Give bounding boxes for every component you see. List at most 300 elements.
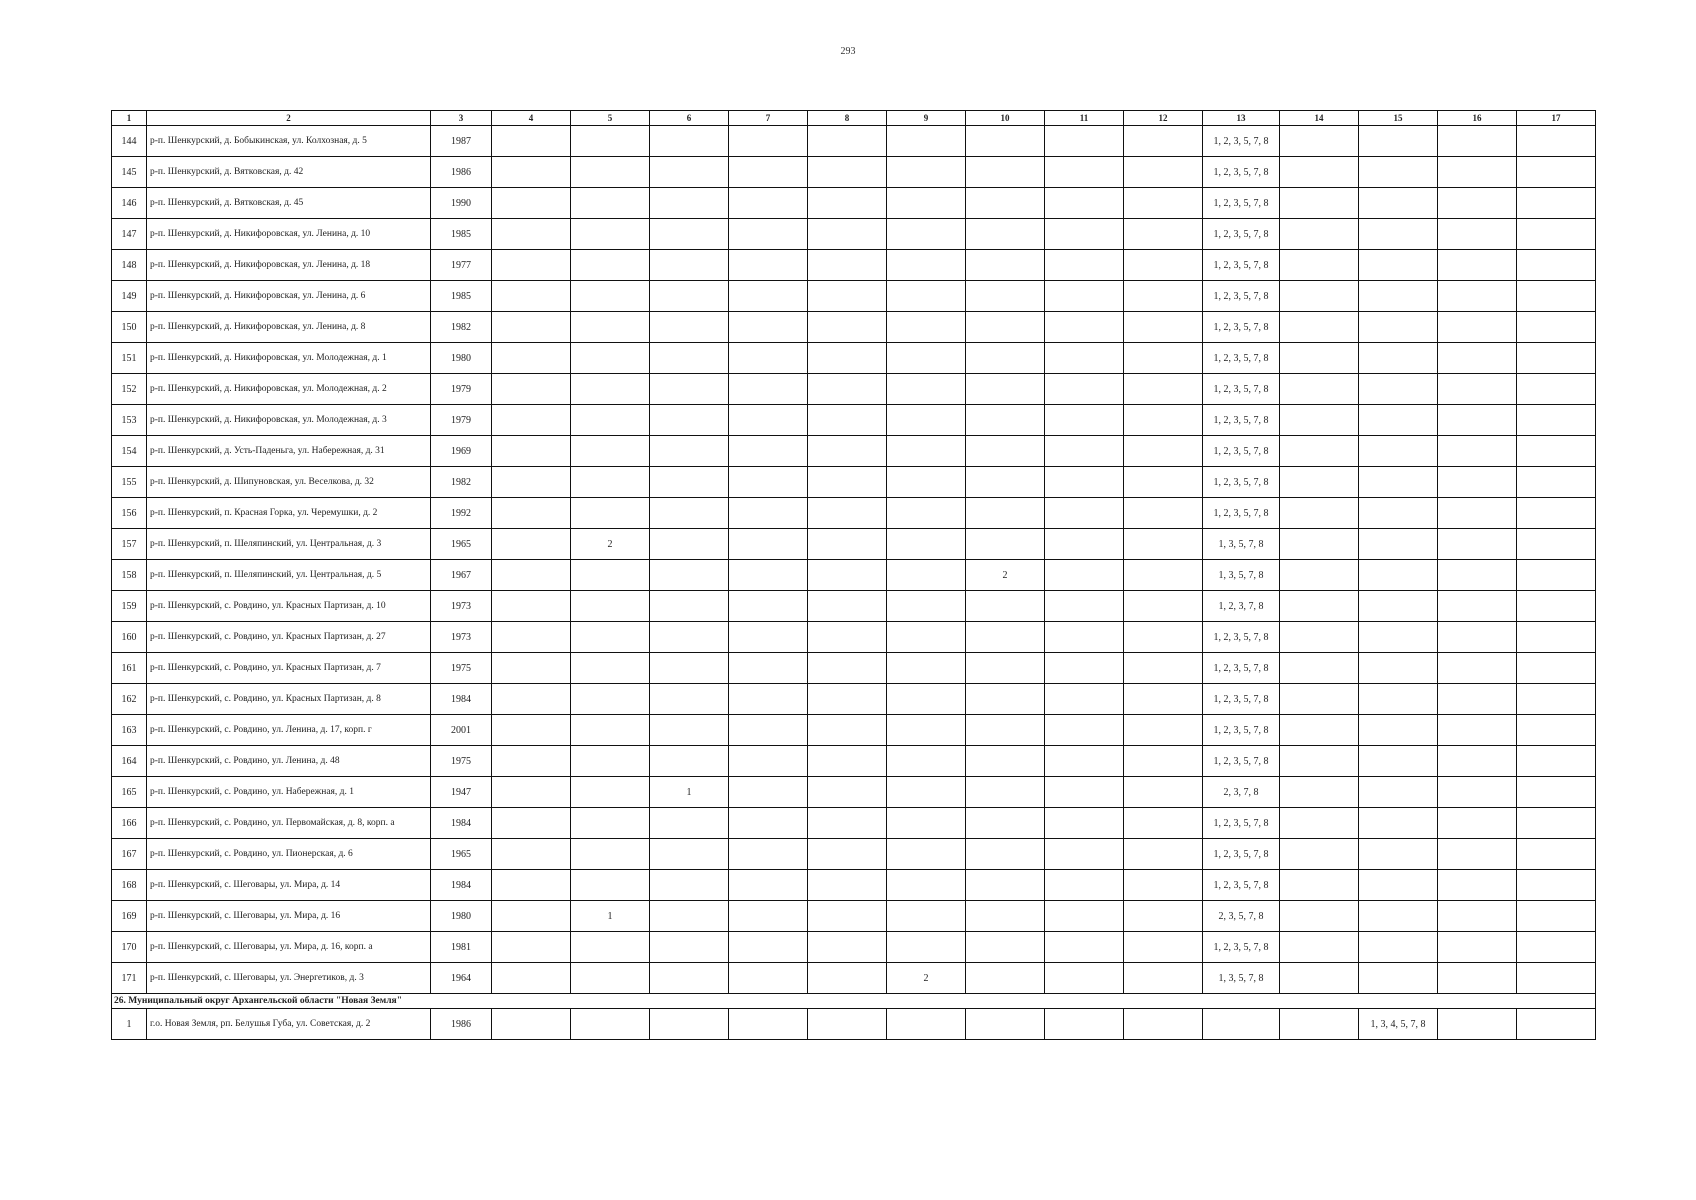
row-number-cell: 146 — [112, 188, 147, 219]
table-cell — [729, 219, 808, 250]
table-cell — [650, 529, 729, 560]
table-cell — [492, 653, 571, 684]
table-cell — [1124, 157, 1203, 188]
table-cell — [1280, 126, 1359, 157]
table-cell — [1438, 188, 1517, 219]
table-cell — [1045, 746, 1124, 777]
table-cell — [1438, 405, 1517, 436]
table-cell — [492, 684, 571, 715]
table-cell — [571, 839, 650, 870]
table-cell: 1, 3, 5, 7, 8 — [1203, 529, 1280, 560]
table-row — [112, 560, 1596, 591]
table-cell — [1124, 126, 1203, 157]
table-cell: 1, 2, 3, 5, 7, 8 — [1203, 374, 1280, 405]
row-number-cell: 155 — [112, 467, 147, 498]
table-cell — [1124, 932, 1203, 963]
table-cell — [1045, 405, 1124, 436]
column-header: 11 — [1045, 111, 1124, 126]
table-cell — [1438, 498, 1517, 529]
table-cell — [1359, 219, 1438, 250]
table-cell — [966, 963, 1045, 994]
table-cell — [1280, 870, 1359, 901]
table-cell — [1045, 157, 1124, 188]
table-cell — [887, 312, 966, 343]
table-cell — [1124, 343, 1203, 374]
year-cell: 1984 — [431, 870, 492, 901]
table-cell — [1517, 529, 1596, 560]
table-cell — [808, 312, 887, 343]
year-cell: 1967 — [431, 560, 492, 591]
table-cell — [1359, 374, 1438, 405]
year-cell: 1965 — [431, 839, 492, 870]
table-cell — [729, 529, 808, 560]
table-cell — [1124, 281, 1203, 312]
table-cell — [650, 281, 729, 312]
row-number-cell: 1 — [112, 1009, 147, 1040]
table-cell — [966, 839, 1045, 870]
table-cell — [1438, 622, 1517, 653]
table-cell: 1, 2, 3, 5, 7, 8 — [1203, 405, 1280, 436]
table-cell — [966, 684, 1045, 715]
year-cell: 1987 — [431, 126, 492, 157]
table-cell — [571, 436, 650, 467]
address-cell: р-п. Шенкурский, с. Ровдино, ул. Пионерская, д. 6 — [147, 839, 431, 870]
table-cell — [1359, 932, 1438, 963]
table-cell — [1438, 870, 1517, 901]
year-cell: 1975 — [431, 653, 492, 684]
row-number-cell: 165 — [112, 777, 147, 808]
table-cell: 2 — [571, 529, 650, 560]
table-header-row — [112, 111, 1596, 126]
table-cell — [1045, 126, 1124, 157]
table-cell — [1359, 591, 1438, 622]
address-cell: р-п. Шенкурский, д. Никифоровская, ул. Ленина, д. 6 — [147, 281, 431, 312]
table-cell — [1280, 684, 1359, 715]
table-cell — [492, 715, 571, 746]
table-cell: 1, 3, 5, 7, 8 — [1203, 560, 1280, 591]
table-row — [112, 436, 1596, 467]
table-cell — [729, 281, 808, 312]
table-row — [112, 312, 1596, 343]
table-cell: 1, 2, 3, 5, 7, 8 — [1203, 684, 1280, 715]
table-cell: 1, 2, 3, 5, 7, 8 — [1203, 746, 1280, 777]
table-cell — [1438, 250, 1517, 281]
table-cell — [650, 684, 729, 715]
address-cell: р-п. Шенкурский, с. Шеговары, ул. Энергетиков, д. 3 — [147, 963, 431, 994]
column-header: 13 — [1203, 111, 1280, 126]
address-cell: р-п. Шенкурский, п. Шеляпинский, ул. Центральная, д. 5 — [147, 560, 431, 591]
table-cell — [729, 405, 808, 436]
table-cell — [1280, 157, 1359, 188]
row-number-cell: 171 — [112, 963, 147, 994]
table-cell — [887, 622, 966, 653]
table-cell — [492, 281, 571, 312]
table-cell — [887, 250, 966, 281]
table-cell — [729, 188, 808, 219]
table-cell — [966, 591, 1045, 622]
table-cell — [1045, 529, 1124, 560]
table-cell — [1359, 405, 1438, 436]
table-cell — [1359, 715, 1438, 746]
table-cell — [1280, 777, 1359, 808]
table-cell — [1280, 498, 1359, 529]
table-cell: 1, 2, 3, 5, 7, 8 — [1203, 436, 1280, 467]
table-row — [112, 622, 1596, 653]
table-cell — [1280, 746, 1359, 777]
table-cell — [808, 498, 887, 529]
table-row — [112, 963, 1596, 994]
year-cell: 1973 — [431, 622, 492, 653]
address-cell: р-п. Шенкурский, д. Никифоровская, ул. Молодежная, д. 1 — [147, 343, 431, 374]
table-cell — [966, 405, 1045, 436]
table-cell — [571, 126, 650, 157]
table-cell — [1517, 622, 1596, 653]
table-cell — [808, 777, 887, 808]
table-cell — [571, 591, 650, 622]
table-row — [112, 374, 1596, 405]
table-cell — [729, 932, 808, 963]
table-cell — [1517, 250, 1596, 281]
table-cell — [650, 467, 729, 498]
table-cell — [1280, 281, 1359, 312]
table-cell — [1280, 312, 1359, 343]
table-cell — [1045, 188, 1124, 219]
table-cell — [650, 126, 729, 157]
table-cell — [1438, 529, 1517, 560]
table-cell: 1 — [650, 777, 729, 808]
year-cell: 1979 — [431, 405, 492, 436]
table-cell — [1124, 1009, 1203, 1040]
address-cell: р-п. Шенкурский, с. Ровдино, ул. Набережная, д. 1 — [147, 777, 431, 808]
table-row — [112, 777, 1596, 808]
table-cell: 1, 2, 3, 7, 8 — [1203, 591, 1280, 622]
table-cell: 1, 2, 3, 5, 7, 8 — [1203, 932, 1280, 963]
table-cell — [1517, 653, 1596, 684]
table-row — [112, 498, 1596, 529]
table-cell — [887, 281, 966, 312]
year-cell: 1984 — [431, 684, 492, 715]
table-cell — [1280, 653, 1359, 684]
year-cell: 1982 — [431, 312, 492, 343]
table-cell — [729, 157, 808, 188]
table-cell — [492, 622, 571, 653]
table-cell — [966, 901, 1045, 932]
row-number-cell: 151 — [112, 343, 147, 374]
table-cell — [887, 715, 966, 746]
table-cell — [729, 901, 808, 932]
table-cell — [1359, 746, 1438, 777]
table-cell — [887, 932, 966, 963]
table-cell — [1438, 684, 1517, 715]
table-cell — [1045, 281, 1124, 312]
table-cell — [571, 188, 650, 219]
table-cell — [1280, 436, 1359, 467]
table-cell — [808, 591, 887, 622]
year-cell: 1986 — [431, 1009, 492, 1040]
table-cell — [966, 529, 1045, 560]
table-cell — [650, 374, 729, 405]
table-cell — [729, 653, 808, 684]
table-cell — [1280, 343, 1359, 374]
table-cell — [571, 312, 650, 343]
column-header: 3 — [431, 111, 492, 126]
table-cell — [1517, 312, 1596, 343]
table-cell — [808, 126, 887, 157]
year-cell: 1982 — [431, 467, 492, 498]
table-cell — [808, 839, 887, 870]
row-number-cell: 160 — [112, 622, 147, 653]
table-cell — [1438, 901, 1517, 932]
column-header: 15 — [1359, 111, 1438, 126]
table-cell — [966, 932, 1045, 963]
table-cell — [1280, 405, 1359, 436]
row-number-cell: 163 — [112, 715, 147, 746]
table-cell — [1124, 839, 1203, 870]
table-cell: 1, 2, 3, 5, 7, 8 — [1203, 250, 1280, 281]
table-row — [112, 653, 1596, 684]
table-cell — [966, 157, 1045, 188]
table-cell — [571, 374, 650, 405]
table-cell — [1280, 1009, 1359, 1040]
table-cell — [1438, 281, 1517, 312]
table-cell — [1359, 281, 1438, 312]
table-cell — [1359, 343, 1438, 374]
table-cell: 2 — [887, 963, 966, 994]
table-cell — [808, 188, 887, 219]
section-heading-row — [112, 994, 1596, 1009]
table-cell — [1045, 343, 1124, 374]
table-cell — [808, 653, 887, 684]
row-number-cell: 157 — [112, 529, 147, 560]
table-cell — [808, 715, 887, 746]
address-cell: р-п. Шенкурский, д. Никифоровская, ул. Ленина, д. 18 — [147, 250, 431, 281]
table-cell: 1, 2, 3, 5, 7, 8 — [1203, 467, 1280, 498]
table-cell — [1438, 312, 1517, 343]
table-cell — [1045, 901, 1124, 932]
table-cell — [1280, 808, 1359, 839]
table-cell — [966, 777, 1045, 808]
table-cell — [808, 281, 887, 312]
table-cell — [492, 157, 571, 188]
table-cell — [1359, 653, 1438, 684]
table-cell — [571, 467, 650, 498]
table-cell — [1359, 808, 1438, 839]
table-cell — [492, 343, 571, 374]
table-cell — [1124, 312, 1203, 343]
table-cell — [1438, 467, 1517, 498]
table-cell — [1124, 188, 1203, 219]
address-cell: г.о. Новая Земля, рп. Белушья Губа, ул. Советская, д. 2 — [147, 1009, 431, 1040]
table-cell — [1124, 436, 1203, 467]
table-cell — [729, 808, 808, 839]
table-cell — [729, 777, 808, 808]
column-header: 2 — [147, 111, 431, 126]
table-cell — [1045, 560, 1124, 591]
table-cell: 1, 2, 3, 5, 7, 8 — [1203, 622, 1280, 653]
table-cell — [729, 560, 808, 591]
table-cell — [808, 250, 887, 281]
column-header: 1 — [112, 111, 147, 126]
table-row — [112, 715, 1596, 746]
table-cell — [808, 808, 887, 839]
table-cell — [492, 436, 571, 467]
address-cell: р-п. Шенкурский, с. Ровдино, ул. Красных Партизан, д. 7 — [147, 653, 431, 684]
table-cell — [1517, 746, 1596, 777]
year-cell: 1964 — [431, 963, 492, 994]
table-cell — [887, 529, 966, 560]
table-cell — [1280, 932, 1359, 963]
table-cell — [1124, 622, 1203, 653]
table-cell — [729, 343, 808, 374]
year-cell: 2001 — [431, 715, 492, 746]
table-cell — [1359, 870, 1438, 901]
table-cell — [650, 250, 729, 281]
table-cell — [808, 343, 887, 374]
table-cell — [1359, 188, 1438, 219]
table-cell — [650, 219, 729, 250]
column-header: 9 — [887, 111, 966, 126]
table-cell — [1359, 498, 1438, 529]
year-cell: 1980 — [431, 343, 492, 374]
address-cell: р-п. Шенкурский, с. Ровдино, ул. Ленина, д. 17, корп. г — [147, 715, 431, 746]
year-cell: 1986 — [431, 157, 492, 188]
table-cell — [492, 1009, 571, 1040]
table-cell — [1359, 963, 1438, 994]
row-number-cell: 154 — [112, 436, 147, 467]
year-cell: 1985 — [431, 219, 492, 250]
table-cell — [650, 560, 729, 591]
table-cell — [729, 436, 808, 467]
table-cell — [887, 467, 966, 498]
table-cell — [1124, 498, 1203, 529]
table-cell — [1045, 684, 1124, 715]
table-cell — [1124, 777, 1203, 808]
table-cell: 1, 2, 3, 5, 7, 8 — [1203, 281, 1280, 312]
row-number-cell: 145 — [112, 157, 147, 188]
table-cell — [650, 839, 729, 870]
table-cell — [571, 870, 650, 901]
table-cell — [1438, 560, 1517, 591]
table-cell — [650, 932, 729, 963]
table-cell — [1280, 591, 1359, 622]
column-header: 6 — [650, 111, 729, 126]
table-cell — [887, 591, 966, 622]
table-cell — [1359, 312, 1438, 343]
table-cell — [650, 622, 729, 653]
table-cell — [571, 219, 650, 250]
table-cell — [1124, 405, 1203, 436]
table-cell — [492, 746, 571, 777]
table-row — [112, 870, 1596, 901]
table-cell — [571, 777, 650, 808]
table-cell — [492, 405, 571, 436]
table-cell — [1124, 746, 1203, 777]
table-row — [112, 467, 1596, 498]
table-cell — [1280, 219, 1359, 250]
year-cell: 1979 — [431, 374, 492, 405]
address-cell: р-п. Шенкурский, с. Ровдино, ул. Первомайская, д. 8, корп. а — [147, 808, 431, 839]
table-cell — [1280, 622, 1359, 653]
table-cell — [729, 746, 808, 777]
table-cell — [966, 188, 1045, 219]
year-cell: 1980 — [431, 901, 492, 932]
column-header: 14 — [1280, 111, 1359, 126]
table-row — [112, 343, 1596, 374]
table-cell — [1517, 467, 1596, 498]
table-cell — [1203, 1009, 1280, 1040]
table-cell — [1438, 808, 1517, 839]
table-cell: 1, 2, 3, 5, 7, 8 — [1203, 870, 1280, 901]
table-cell — [1280, 839, 1359, 870]
table-cell — [887, 684, 966, 715]
table-cell — [729, 312, 808, 343]
table-cell — [1045, 870, 1124, 901]
table-cell — [966, 126, 1045, 157]
table-cell — [492, 374, 571, 405]
table-cell — [1517, 281, 1596, 312]
year-cell: 1992 — [431, 498, 492, 529]
table-cell — [1438, 343, 1517, 374]
row-number-cell: 167 — [112, 839, 147, 870]
table-cell — [808, 684, 887, 715]
table-cell — [571, 1009, 650, 1040]
table-cell — [966, 808, 1045, 839]
table-cell — [1438, 374, 1517, 405]
table-cell: 1, 2, 3, 5, 7, 8 — [1203, 343, 1280, 374]
table-cell — [1280, 529, 1359, 560]
table-cell — [571, 343, 650, 374]
table-cell — [492, 901, 571, 932]
table-cell — [966, 870, 1045, 901]
table-cell — [571, 498, 650, 529]
table-cell — [1438, 591, 1517, 622]
table-cell: 2, 3, 7, 8 — [1203, 777, 1280, 808]
table-cell — [571, 281, 650, 312]
row-number-cell: 153 — [112, 405, 147, 436]
table-cell — [966, 436, 1045, 467]
table-row — [112, 684, 1596, 715]
table-cell — [1438, 932, 1517, 963]
table-cell — [1045, 219, 1124, 250]
table-cell — [1124, 653, 1203, 684]
table-cell — [571, 684, 650, 715]
table-cell — [650, 715, 729, 746]
table-cell — [1045, 839, 1124, 870]
table-cell — [966, 467, 1045, 498]
table-cell — [887, 901, 966, 932]
address-cell: р-п. Шенкурский, д. Шипуновская, ул. Веселкова, д. 32 — [147, 467, 431, 498]
table-cell: 1, 3, 4, 5, 7, 8 — [1359, 1009, 1438, 1040]
table-cell — [966, 374, 1045, 405]
table-cell — [1045, 777, 1124, 808]
table-cell — [650, 343, 729, 374]
table-cell — [729, 374, 808, 405]
table-cell — [729, 467, 808, 498]
table-cell — [887, 1009, 966, 1040]
table-cell — [808, 529, 887, 560]
table-cell — [1517, 777, 1596, 808]
table-cell — [1045, 250, 1124, 281]
table-cell — [966, 653, 1045, 684]
table-cell — [1359, 560, 1438, 591]
table-cell — [492, 529, 571, 560]
table-cell — [1124, 963, 1203, 994]
table-cell: 2, 3, 5, 7, 8 — [1203, 901, 1280, 932]
table-cell — [966, 250, 1045, 281]
table-cell — [492, 963, 571, 994]
address-cell: р-п. Шенкурский, с. Шеговары, ул. Мира, д. 16, корп. а — [147, 932, 431, 963]
table-cell — [1359, 529, 1438, 560]
